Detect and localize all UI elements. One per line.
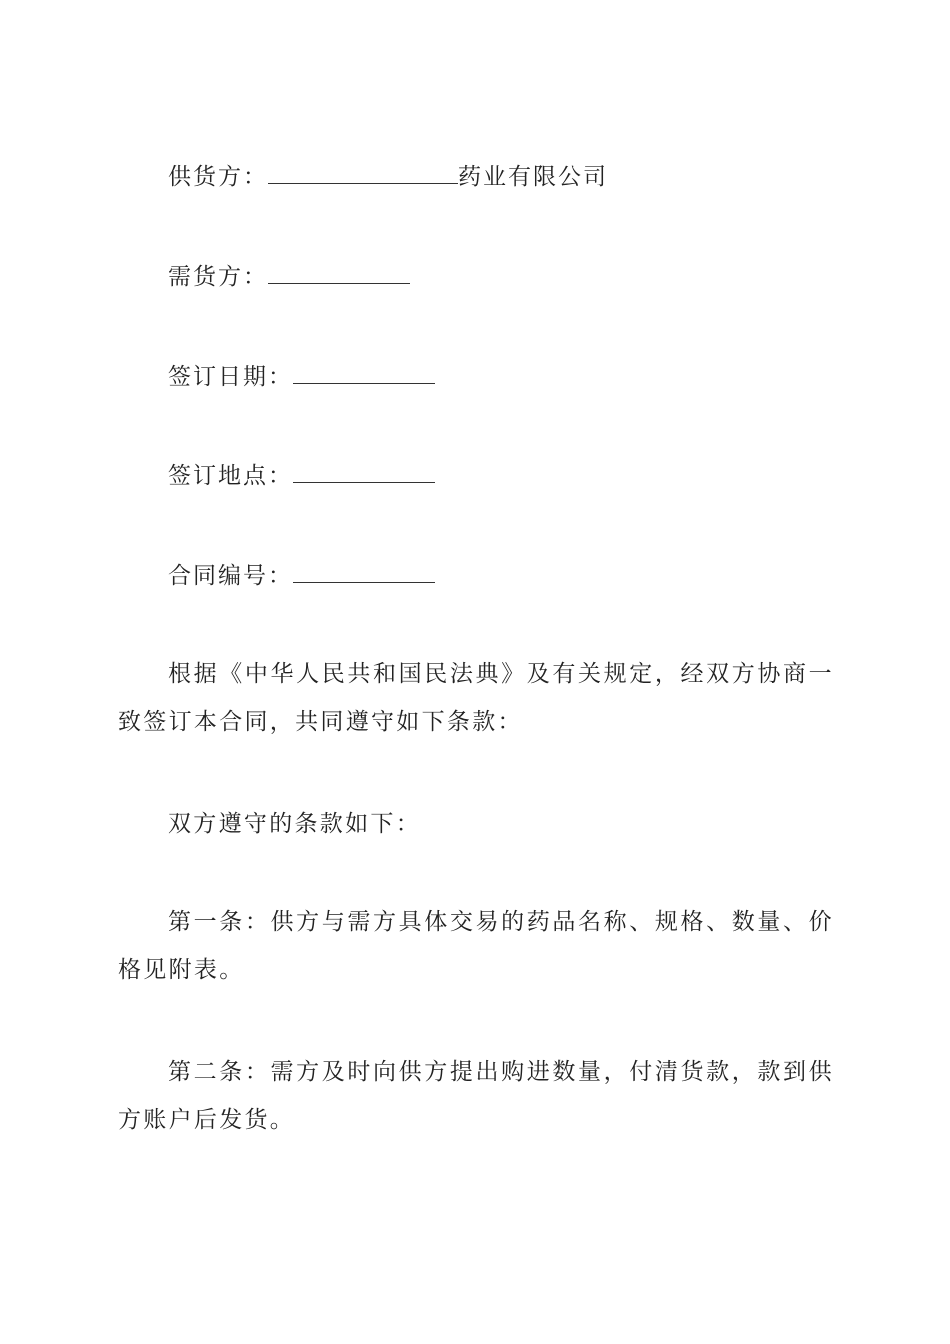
blank-line: [268, 163, 458, 184]
blank-line: [268, 263, 410, 284]
field-contract-number: [168, 560, 435, 592]
field-label: 需货方：: [168, 264, 268, 290]
paragraph-article-2: 第二条：需方及时向供方提出购进数量，付清货款，款到供方账户后发货。: [118, 1059, 834, 1133]
field-sign-place: [168, 460, 435, 492]
field-supplier: [168, 161, 608, 193]
field-label: 合同编号：: [168, 563, 293, 589]
field-sign-date: [168, 361, 435, 393]
paragraph-article-1: 第一条：供方与需方具体交易的药品名称、规格、数量、价格见附表。: [118, 909, 834, 983]
blank-line: [293, 363, 435, 384]
paragraph-preamble: 根据《中华人民共和国民法典》及有关规定，经双方协商一致签订本合同，共同遵守如下条款：: [118, 661, 834, 735]
blank-line: [293, 562, 435, 583]
field-buyer: [168, 261, 410, 293]
paragraph-terms-intro: 双方遵守的条款如下：: [168, 811, 421, 837]
field-suffix: 药业有限公司: [458, 164, 608, 190]
field-label: 签订地点：: [168, 463, 293, 489]
field-label: 供货方：: [168, 164, 268, 190]
blank-line: [293, 462, 435, 483]
field-label: 签订日期：: [168, 364, 293, 390]
